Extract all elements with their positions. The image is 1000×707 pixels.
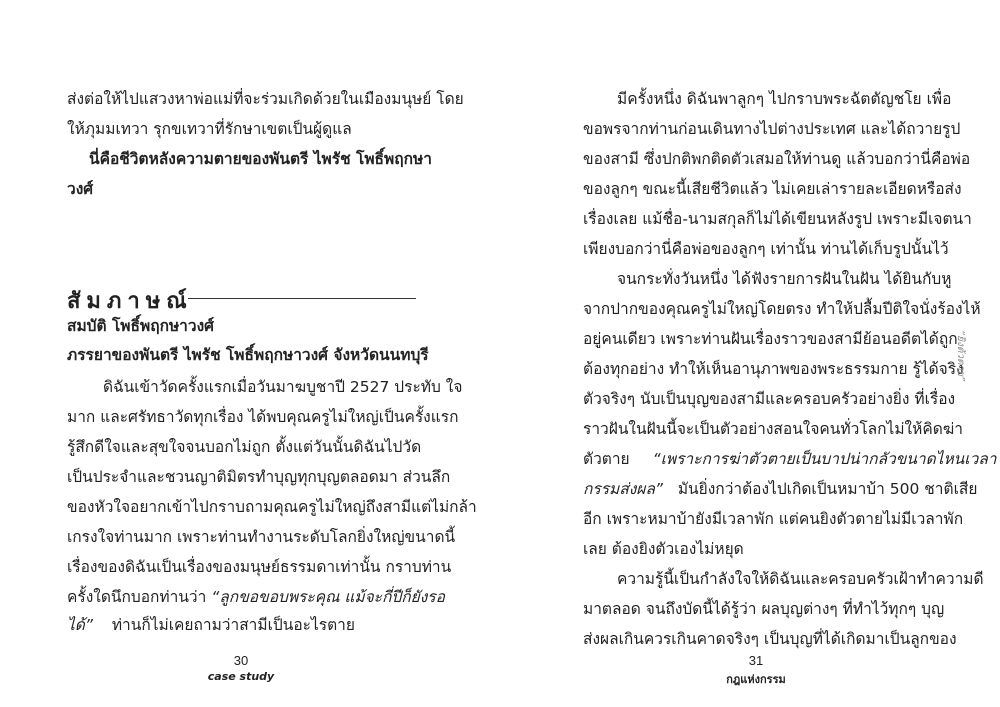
quote-text: “เพราะการฆ่าตัวตายเป็นบาปน่ากลัวขนาดไหนเวลา — [652, 450, 997, 468]
right-text-line: มาตลอด จนถึงบัดนี้ได้รู้ว่า ผลบุญต่างๆ ที่ทำไว้ทุกๆ บุญ — [583, 600, 945, 618]
left-text-line: ให้ภุมมเทวา รุกขเทวาที่รักษาเขตเป็นผู้ดูแล — [67, 120, 352, 138]
interview-text-line: เป็นประจำและชวนญาติมิตรทำบุญทุกบุญตลอดมา ส่วนลึก — [67, 468, 451, 486]
right-text-line: ตัวจริงๆ นับเป็นบุญของสามีและครอบครัวอย่างยิ่ง ที่เรื่อง — [583, 390, 956, 408]
interview-text-line: มาก และศรัทธาวัดทุกเรื่อง ได้พบคุณครูไม่ใหญ่เป็นครั้งแรก — [67, 408, 459, 426]
interview-text-line — [67, 587, 445, 607]
interview-text-line: เรื่องของดิฉันเป็นเรื่องของมนุษย์ธรรมดาเท่านั้น กราบท่าน — [67, 558, 452, 576]
right-text-line: อีก เพราะหมาบ้ายังมีเวลาพัก แต่คนยิงตัวตายไม่มีเวลาพัก — [583, 510, 964, 528]
page-number-right: 31 — [748, 653, 764, 668]
interview-text-segment: ท่านก็ไม่เคยถามว่าสามีเป็นอะไรตาย — [111, 616, 355, 634]
right-text-line: ความรู้นี้เป็นกำลังใจให้ดิฉันและครอบครัวเฝ้าทำความดี — [617, 570, 984, 588]
right-text-line — [583, 449, 996, 469]
quote-text: ได้” — [67, 616, 93, 634]
right-text-line: จากปากของคุณครูไม่ใหญ่โดยตรง ทำให้ปลื้มปีติใจนั่งร้องไห้ — [583, 300, 981, 318]
right-text-line: ขอพรจากท่านก่อนเดินทางไปต่างประเทศ และได้ถวายรูป — [583, 120, 961, 138]
interviewee-role: ภรรยาของพันตรี ไพรัช โพธิ์พฤกษาวงศ์ จังหวัดนนทบุรี — [67, 346, 429, 364]
right-page — [500, 0, 1000, 707]
quote-text: “ลูกขอขอบพระคุณ แม้จะกี่ปีก็ยังรอ — [211, 588, 445, 606]
interview-text-line: เกรงใจท่านมาก เพราะท่านทำงานระดับโลกยิ่งใหญ่ขนาดนี้ — [67, 528, 456, 546]
interview-text-line — [67, 615, 355, 635]
right-text-line: เรื่องเลย แม้ชื่อ-นามสกุลก็ไม่ได้เขียนหลังรูป เพราะมีเจตนา — [583, 210, 972, 228]
interviewee-name: สมบัติ โพธิ์พฤกษาวงศ์ — [67, 317, 215, 335]
interview-text-line: ดิฉันเข้าวัดครั้งแรกเมื่อวันมาฆบูชาปี 2527 ประทับ ใจ — [103, 378, 463, 396]
right-text-line: เพียงบอกว่านี่คือพ่อของลูกๆ เท่านั้น ท่านได้เก็บรูปนั้นไว้ — [583, 240, 949, 258]
page-number-left: 30 — [233, 653, 249, 668]
right-text-segment: ตัวตาย — [583, 450, 630, 468]
section-divider — [188, 298, 416, 299]
interview-text-line: ของหัวใจอยากเข้าไปกราบถามคุณครูไม่ใหญ่ถึงสามีแต่ไม่กล้า — [67, 498, 477, 516]
footer-left: case study — [207, 670, 275, 683]
right-text-line: ส่งผลเกินควรเกินคาดจริงๆ เป็นบุญที่ได้เกิดมาเป็นลูกของ — [583, 630, 957, 648]
closing-statement-bold: วงศ์ — [67, 180, 94, 198]
right-text-line: อยู่คนเดียว เพราะท่านฝันเรื่องราวของสามีย้อนอดีตได้ถูก — [583, 330, 958, 348]
right-text-line: ของลูกๆ ขณะนี้เสียชีวิตแล้ว ไม่เคยเล่ารายละเอียดหรือส่ง — [583, 180, 962, 198]
right-text-line: มีครั้งหนึ่ง ดิฉันพาลูกๆ ไปกราบพระฉัตตัญชโย เพื่อ — [617, 90, 952, 108]
quote-text: กรรมส่งผล” — [583, 480, 663, 498]
right-text-line: ของสามี ซึ่งปกติพกติดตัวเสมอให้ท่านดู แล้วบอกว่านี่คือพ่อ — [583, 150, 971, 168]
right-text-line: ต้องทุกอย่าง ทำให้เห็นอานุภาพของพระธรรมกาย รู้ได้จริง — [583, 360, 964, 378]
left-text-line: ส่งต่อให้ไปแสวงหาพ่อแม่ที่จะร่วมเกิดด้วยในเมืองมนุษย์ โดย — [67, 90, 464, 108]
side-tab-label: “ยิงตัวตาย” — [955, 330, 966, 382]
interview-text-segment: ครั้งใดนึกบอกท่านว่า — [67, 588, 207, 606]
right-text-line — [583, 479, 977, 499]
right-text-line: จนกระทั่งวันหนึ่ง ได้ฟังรายการฝันในฝัน ได้ยินกับหู — [617, 270, 952, 288]
right-text-line: ราวฝันในฝันนี้จะเป็นตัวอย่างสอนใจคนทั่วโลกไม่ให้คิดฆ่า — [583, 420, 963, 438]
closing-statement-bold: นี่คือชีวิตหลังความตายของพันตรี ไพรัช โพธิ์พฤกษา — [89, 150, 432, 168]
section-title-interview: สัมภาษณ์ — [67, 289, 193, 314]
interview-text-line: รู้สึกดีใจและสุขใจจนบอกไม่ถูก ตั้งแต่วันนั้นดิฉันไปวัด — [67, 438, 422, 456]
footer-right: กฎแห่งกรรม — [726, 673, 786, 686]
right-text-segment: มันยิ่งกว่าต้องไปเกิดเป็นหมาบ้า 500 ชาติเสีย — [677, 480, 978, 498]
right-text-line: เลย ต้องยิงตัวเองไม่หยุด — [583, 540, 744, 558]
